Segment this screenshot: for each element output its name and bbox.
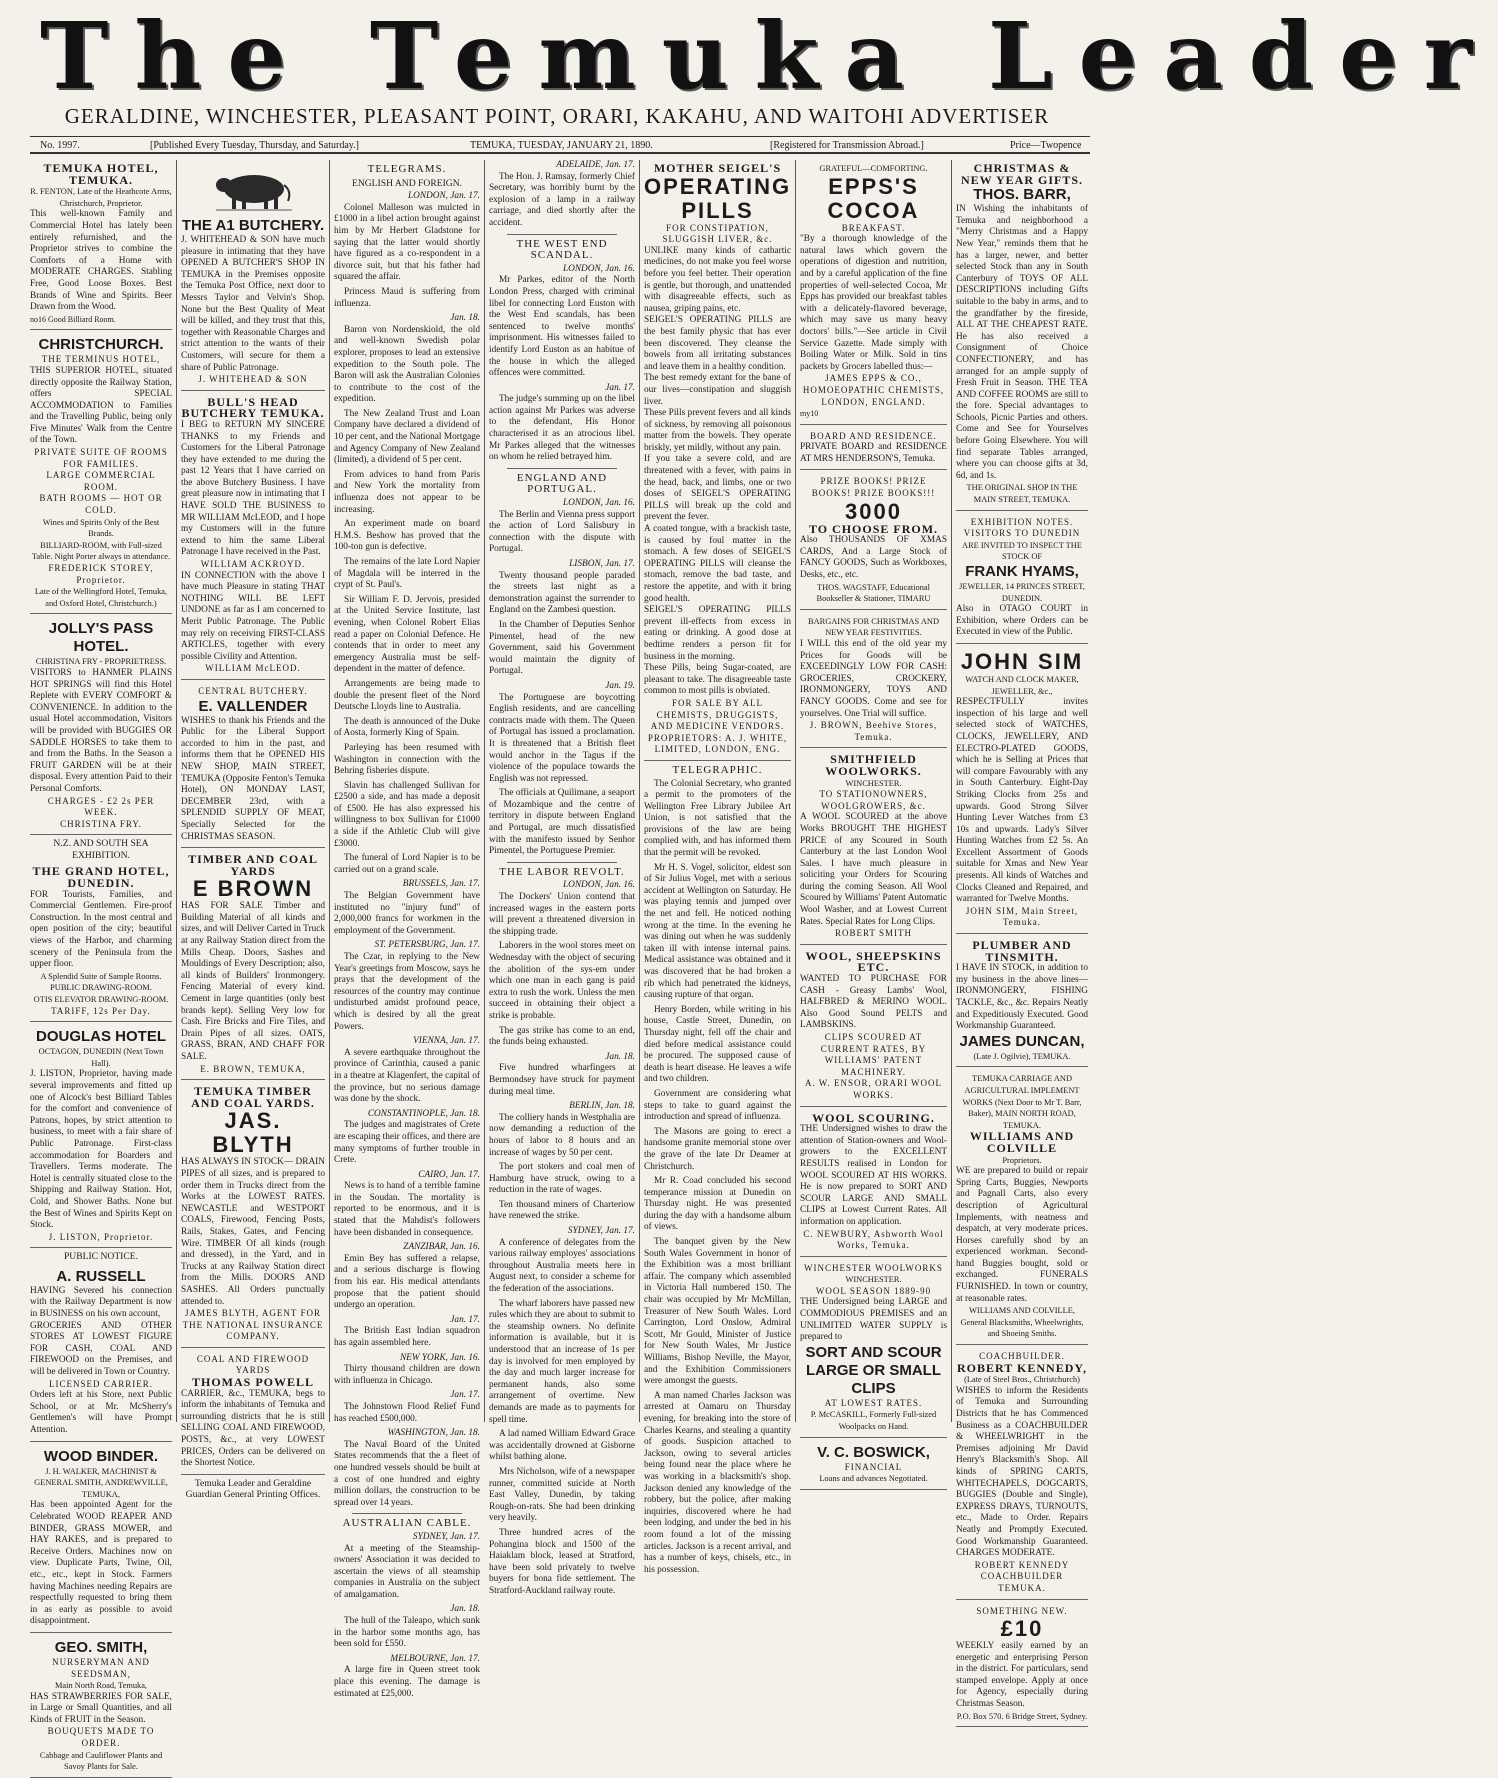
ad-body: Loans and advances Negotiated. <box>819 1474 928 1484</box>
article-paragraph: The gas strike has come to an end, the funds being exhausted. <box>489 1025 635 1048</box>
article-paragraph: Baron von Nordenskiold, the old and well-known Swedish polar explorer, proposes to lead an extensive expedition to the South pole. The Baron will ask the Australian Colonies to contribute to the cost of the expedition. <box>334 324 480 405</box>
ad-heading: THE A1 BUTCHERY. <box>181 217 325 234</box>
article-paragraph: From advices to hand from Paris and New York the mortality from influenza does not appear to be increasing. <box>334 469 480 515</box>
article-paragraph: Mrs Nicholson, wife of a newspaper runner, committed suicide at North East Valley, Dunedin, by taking Rough-on-rats. She had been drinking very heavily. <box>489 1466 635 1524</box>
article-paragraph: The Johnstown Flood Relief Fund has reached £500,000. <box>334 1401 480 1424</box>
ad-kicker: GRATEFUL—COMFORTING. <box>819 164 928 173</box>
ad-signature: CHRISTINA FRY. <box>60 818 142 829</box>
ad-kicker: EXHIBITION NOTES. <box>970 516 1074 527</box>
article-paragraph: Henry Borden, while writing in his house, Castle Street, Dunedin, on Thursday night, fell off the chair and died before medical assistance could be procured. The supposed cause of death is heart disease. He leaves a wife and two children. <box>644 1004 791 1085</box>
article-paragraph: Arrangements are being made to double the present fleet of the Nord Deutsche Lloyds line to Australia. <box>334 678 480 713</box>
ad-season: WOOL SEASON 1889-90 <box>815 1285 932 1296</box>
ad-signature: C. NEWBURY, Ashworth Wool Works, Temuka. <box>803 1228 944 1251</box>
ad-body: WISHES to inform the Residents of Temuka and Surrounding Districts that he has Commenced Business as a COACHBUILDER & WHEELWRIGHT in the Premises adjoining Mr David Henry's Blacksmith's Shop. All kinds of SPRING CARTS, WHITECHAPELS, DOGCARTS, BUGGIES (Double and Single), EXPRESS DRAYS, TURNOUTS, etc., Made to Order. Repairs Neatly and Promptly Executed. Good Workmanship Guaranteed. CHARGES MODERATE. <box>956 1385 1088 1559</box>
ad-heading: A. RUSSELL <box>56 1267 146 1285</box>
article-paragraph: Ten thousand miners of Charteriow have renewed the strike. <box>489 1199 635 1222</box>
ad-trade: WATCH AND CLOCK MAKER, JEWELLER, &c., <box>965 674 1079 696</box>
masthead-subtitle: GERALDINE, WINCHESTER, PLEASANT POINT, ORARI, KAKAHU, AND WAITOHI ADVERTISER <box>64 104 1050 128</box>
ad-body: These Pills, being Sugar-coated, are pleasant to take. The disagreeable taste common to most pills is obviated. <box>644 663 791 697</box>
article-paragraph: The judges and magistrates of Crete are escaping their offices, and there are many symptoms of further trouble in Crete. <box>334 1120 480 1166</box>
price: Price—Twopence <box>1010 140 1082 151</box>
article-paragraph: The hull of the Taleapo, which sunk in the harbor some months ago, has been sold for £550. <box>334 1616 480 1650</box>
ad-audience: TO STATIONOWNERS, WOOLGROWERS, &c. <box>819 789 928 811</box>
duncan-plumber-ad <box>956 937 1088 1067</box>
dateline: SYDNEY, Jan. 17. <box>412 1531 480 1542</box>
dateline: SYDNEY, Jan. 17. <box>567 1226 635 1237</box>
article-paragraph: Parleying has been resumed with Washington in connection with the Behring fisheries dispute. <box>334 742 480 777</box>
ad-body: A coated tongue, with a brackish taste, is caused by foul matter in the stomach. A few doses of SEIGEL'S OPERATING PILLS will cleanse the stomach, remove the bad taste, and restore the appetite, and with it bring good health. <box>644 524 791 604</box>
douglas-hotel-ad <box>30 1025 172 1248</box>
article-paragraph: The colliery hands in Westphalia are now demanding a reduction of the hours of labor to 8 hours and an increase of wages by 50 per cent. <box>489 1112 635 1158</box>
ad-signature: JOHN SIM, Main Street, Temuka. <box>965 905 1079 928</box>
wool-sheepskins-ad <box>800 948 947 1107</box>
williams-colville-ad <box>956 1070 1088 1345</box>
bulls-head-butchery-ad <box>181 394 325 680</box>
ad-body: RESPECTFULLY invites inspection of his large and well selected stock of WATCHES, CLOCKS, JEWELLERY, AND ELECTRO-PLATED GOODS, which he is Selling at Prices that will compare Favourably with any in South Canterbury. Eight-Day Striking Clocks from 25s and upwards. Good Strong Silver Hunting Lever Watches from £3 10s and upwards. Lady's Silver Hunting Watches from £2 5s. An Excellent Assortment of Goods suitable for Xmas and New Year presents. All kinds of Watches and Clocks Cleaned and Repaired, and warranted for Twelve Months. <box>956 697 1088 905</box>
dateline: Jan. 19. <box>605 680 635 691</box>
ad-heading: BOARD AND RESIDENCE. <box>810 430 937 441</box>
ad-proprietor: CHRISTINA FRY - PROPRIETRESS. <box>35 657 167 667</box>
ad-subheading: OCTAGON, DUNEDIN (Next Town Hall). <box>38 1047 164 1068</box>
ad-line: Wines and Spirits Only of the Best Brands. <box>42 517 160 539</box>
ad-body: HAS STRAWBERRIES FOR SALE, in Large or Small Quantities, and all Kinds of FRUIT in the Season. <box>30 1691 172 1725</box>
terminus-hotel-ad <box>30 333 172 614</box>
article-paragraph: The banquet given by the New South Wales Government in honor of the Exhibition was a most brilliant affair. The company which assembled in Victoria Hall numbered 150. The chair was occupied by Mr McMillan, Treasurer of New South Wales. Lord Carrington, Lord Onslow, Admiral Scott, Mr Gould, Minister of Justice for New South Wales, Mr Justice Williams, Bishop Neville, the Mayor, and the Exhibition Commissioners were amongst the guests. <box>644 1237 791 1387</box>
article-paragraph: The New Zealand Trust and Loan Company have declared a dividend of 10 per cent, and the National Mortgage and Agency Company of New Zealand (limited), a dividend of 5 per cent. <box>334 408 480 466</box>
ad-address: P.O. Box 570. 6 Bridge Street, Sydney. <box>956 1711 1088 1721</box>
ad-number: 3000 <box>845 498 902 524</box>
column-5 <box>640 160 795 1575</box>
dateline <box>30 136 1090 154</box>
column-1 <box>26 160 176 1772</box>
exhibition-label: N.Z. AND SOUTH SEA EXHIBITION. <box>53 838 149 861</box>
dateline: ADELAIDE, Jan. 17. <box>556 160 635 170</box>
ad-signature: WILLIAM McLEOD. <box>205 663 301 674</box>
ad-name: E BROWN <box>192 876 314 902</box>
ad-body: PRIVATE BOARD and RESIDENCE AT MRS HENDERSON'S, Temuka. <box>800 442 947 464</box>
ad-proprietors: PROPRIETORS: A. J. WHITE, LIMITED, LONDON, ENG. <box>647 732 788 755</box>
ad-signature: JAMES EPPS & CO., HOMOEOPATHIC CHEMISTS, LONDON, ENGLAND. <box>802 373 945 407</box>
article-paragraph: The death is announced of the Duke of Aosta, formerly King of Spain. <box>334 716 480 739</box>
ad-signature: E. BROWN, TEMUKA, <box>200 1063 306 1074</box>
wool-scouring-ad <box>800 1110 947 1257</box>
ad-signature: J. LISTON, Proprietor. <box>48 1231 154 1242</box>
publication-schedule: [Published Every Tuesday, Thursday, and Saturday.] <box>150 140 359 151</box>
ad-name: THOMAS POWELL <box>191 1375 314 1390</box>
ad-signature: A. W. ENSOR, ORARI WOOL WORKS. <box>804 1078 943 1100</box>
smith-nursery-ad <box>30 1636 172 1778</box>
blyth-timber-ad <box>181 1083 325 1348</box>
ad-address: Main North Road, Temuka, <box>54 1681 148 1691</box>
sim-watchmaker-ad <box>956 647 1088 934</box>
hyams-jeweller-ad <box>956 514 1088 644</box>
dateline: Jan. 18. <box>605 1051 635 1062</box>
section-subheading: ENGLISH AND FOREIGN. <box>351 177 463 189</box>
ad-heading: CHRISTCHURCH. <box>38 336 164 354</box>
dateline: ST. PETERSBURG, Jan. 17. <box>374 940 480 951</box>
ad-line: LARGE COMMERCIAL ROOM. <box>46 470 156 492</box>
ad-body: J. WHITEHEAD & SON have much pleasure in intimating that they have OPENED A BUTCHER'S SHOP IN TEMUKA in the Premises opposite the Temuka Post Office, next door to Messrs Taylor and Velvin's Shop. None but the Best Quality of Meat will be killed, and they trust that this, together with Reasonable Charges and strict attention to the wants of their Customers, will secure for them a share of Public Patronage. <box>181 235 325 373</box>
article-paragraph: Mr Parkes, editor of the North London Press, charged with criminal libel for connecting Lord Euston with the West End scandals, has been sentenced to twelve months' imprisonment. His witnesses failed to identify Lord Euston as an habitue of the house in which the alleged offences were committed. <box>489 275 635 379</box>
ad-signature: J. WHITEHEAD & SON <box>198 374 308 385</box>
ad-subheading: WINCHESTER. <box>845 778 902 788</box>
ad-heading: CENTRAL BUTCHERY. <box>198 685 308 696</box>
article-paragraph: The wharf laborers have passed new rules which they are about to submit to the steamship owners. No definite information is available, but it is understood that an increase of 1s per day is involved for men employed by the day and much larger increase for permanent hands, also some arrangement of overtime. New demands are made as to payments for spell time. <box>489 1298 635 1425</box>
ad-heading: WOOD BINDER. <box>43 1447 159 1465</box>
prize-books-ad <box>800 473 947 609</box>
issue-number: No. 1997. <box>40 140 80 151</box>
ad-body: THE Undersigned being LARGE and COMMODIOUS PREMISES and an UNLIMITED WATER SUPPLY is prepared to <box>800 1297 947 1343</box>
ad-subheading: THE TERMINUS HOTEL, <box>41 354 161 365</box>
ad-body: IN Wishing the inhabitants of Temuka and neighborhood a "Merry Christmas and a Happy New Year," reminds them that he has a larger, newer, and better selected Stock than any in South Canterbury of TOYS OF ALL DESCRIPTIONS including Gifts suitable to the baby in arms, and to the grandfather by the fireside, ALL AT THE CHEAPEST RATE. He has also received a Consignment of Choice CONFECTIONERY, and has arranged for an ample supply of Fresh Fruit in Season. THE TEA AND COFFEE ROOMS are still to the fore. Special advantages to Schools, Picnic Parties and others. Come and See for Yourselves before Going Elsewhere. You will find separate Tables arranged, where you can choose gifts at 3d, 6d, and 1s. <box>956 204 1088 481</box>
article-paragraph: Colonel Malleson was mulcted in £1000 in a libel action brought against him by Mr Herbert Gladstone for saying that the latter would shortly have figured as a co-respondent in a divorce suit, but that his father had squared the affair. <box>334 202 480 283</box>
article-paragraph: Government are considering what steps to take to guard against the introduction and spread of influenza. <box>644 1088 791 1123</box>
ad-body: THIS SUPERIOR HOTEL, situated directly opposite the Railway Station, offers SPECIAL ACCOMMODATION to Families and the Travelling Public, being only Five Minutes' Walk from the Centre of the Town. <box>30 365 172 446</box>
article-paragraph: Mr R. Coad concluded his second temperance mission at Dunedin on Thursday night. He was presented during the day with a handsome album of views. <box>644 1176 791 1233</box>
article-paragraph: The funeral of Lord Napier is to be carried out on a grand scale. <box>334 853 480 875</box>
ad-note: (Late J. Ogilvie), TEMUKA. <box>973 1051 1071 1061</box>
article-paragraph: News is to hand of a terrible famine in the Soudan. The mortality is reported to be enormous, and it is stated that the Mahdist's followers have been disbanded in consequence. <box>334 1181 480 1238</box>
winchester-woolworks-ad <box>800 1260 947 1438</box>
section-heading: ENGLAND AND PORTUGAL. <box>516 471 608 496</box>
ad-name: J. H. WALKER, MACHINIST & GENERAL SMITH, ANDREWVILLE, TEMUKA, <box>34 1466 168 1499</box>
ad-body: THE Undersigned wishes to draw the attention of Station-owners and Wool-growers to the EXCELLENT RESULTS realised in London for WOOL SCOURED AT HIS WORKS. He is now prepared to SORT AND SCOUR LARGE AND SMALL CLIPS at Lowest Current Rates. All information on application. <box>800 1124 947 1227</box>
jollys-pass-hotel-ad <box>30 617 172 835</box>
section-heading: THE WEST END SCANDAL. <box>516 237 608 262</box>
ad-line: BATH ROOMS — HOT OR COLD. <box>39 493 163 516</box>
ad-body: FOR Tourists, Families, and Commercial Gentlemen. Fire-proof Construction. In the most central and open position of the city; beautiful views of the Harbor, and charming scenery of the Peninsula from the upper floor. <box>30 889 172 970</box>
dateline: Jan. 17. <box>450 1390 480 1401</box>
column-7 <box>952 160 1092 1721</box>
article-paragraph: An experiment made on board H.M.S. Beshow has proved that the 100-ton gun is defective. <box>334 519 480 553</box>
column-6 <box>796 160 951 1484</box>
article-paragraph: In the Chamber of Deputies Senhor Pimentel, head of the new Government, said his Government would maintain the dignity of Portugal. <box>489 619 635 677</box>
ad-body: Also in OTAGO COURT in Exhibition, where Orders can be Executed in view of the Public. <box>956 604 1088 638</box>
ad-line: BILLIARD-ROOM, with Full-sized Table. Night Porter always in attendance. <box>31 540 171 562</box>
ad-subheading: WINCHESTER. <box>845 1275 902 1285</box>
issue-date: TEMUKA, TUESDAY, JANUARY 21, 1890. <box>470 140 653 151</box>
article-paragraph: Sir William F. D. Jervois, presided at the United Service Institute, last evening, when Colonel Robert Elias read a paper on Colonial Defence. He contends that in order to meet any emergency Australia must be self-dependent in the matter of defence. <box>334 594 480 675</box>
ad-name: WILLIAMS AND COLVILLE <box>969 1129 1075 1155</box>
article-paragraph: A conference of delegates from the various railway employes' associations throughout Australia meets here in August next, to consider a scheme for the federation of the associations. <box>489 1237 635 1295</box>
ad-body: Also THOUSANDS OF XMAS CARDS, And a Large Stock of FANCY GOODS, Such as Workboxes, Desks, etc., etc. <box>800 535 947 581</box>
ad-heading: JOLLY'S PASS HOTEL. <box>48 620 154 656</box>
article-paragraph: Laborers in the wool stores meet on Wednesday with the object of securing the abolition of the sys-em under which one man in each gang is paid extra to rush the work. Unless the men succeed in obtaining their object a strike is probable. <box>489 941 635 1021</box>
ad-signature: THE ORIGINAL SHOP IN THE MAIN STREET, TEMUKA. <box>966 483 1078 505</box>
article-paragraph: The remains of the late Lord Napier of Magdala will be interred in the crypt of St. Paul's. <box>334 557 480 591</box>
article-paragraph: A lad named William Edward Grace was accidentally drowned at Gisborne whilst bathing alone. <box>489 1429 635 1463</box>
boswick-ad <box>800 1441 947 1490</box>
ad-subheading: VISITORS TO DUNEDIN <box>963 528 1081 539</box>
article-paragraph: The port stokers and coal men of Hamburg have struck, owing to a reduction in the rate of wages. <box>489 1162 635 1196</box>
ad-body: VISITORS to HANMER PLAINS HOT SPRINGS will find this Hotel Replete with EVERY COMFORT & CONVENIENCE. In addition to the usual Hotel accommodation, Visitors will be provided with BUGGIES OR SADDLE HORSES to take them to and from the Baths. In the Season a FRUIT GARDEN will be at their disposal. Every attention Paid to their Personal Comforts. <box>30 667 172 794</box>
ad-line: Orders left at his Store, next Public School, or at Mr. McSherry's Gentlemen's will have Prompt Attention. <box>30 1390 172 1435</box>
ad-body: WISHES to thank his Friends and the Public for the Liberal Support accorded to him in the past, and informs them that he OPENED HIS NEW SHOP, MAIN STREET, TEMUKA (Opposite Fenton's Temuka Hotel), ON MONDAY LAST, DECEMBER 23rd, with a SPLENDID SUPPLY OF MEAT, Specially Selected for the CHRISTMAS SEASON. <box>181 715 325 842</box>
ad-signature: ROBERT SMITH <box>834 928 913 939</box>
ad-amount: £10 <box>1000 1616 1044 1642</box>
dateline: VIENNA, Jan. 17. <box>413 1036 480 1047</box>
ad-heading: PRIZE BOOKS! PRIZE BOOKS! PRIZE BOOKS!!! <box>811 476 936 499</box>
ad-signature: J. BROWN, Beehive Stores, Temuka. <box>809 720 938 742</box>
ad-subheading: FINANCIAL <box>844 1461 903 1472</box>
divider <box>507 234 617 235</box>
article-paragraph: Five hundred wharfingers at Bermondsey have struck for payment during meal time. <box>489 1063 635 1097</box>
dateline: BERLIN, Jan. 18. <box>569 1101 635 1112</box>
ad-product: OPERATING PILLS <box>644 173 792 223</box>
ad-signature: WILLIAMS AND COLVILLE, General Blacksmiths, Wheelwrights, and Shoeing Smiths. <box>960 1306 1084 1339</box>
ad-heading: COAL AND FIREWOOD YARDS <box>196 1353 310 1376</box>
ad-note: (Late of Steel Bros., Christchurch) <box>964 1375 1080 1385</box>
article-paragraph: Thirty thousand children are down with influenza in Chicago. <box>334 1364 480 1386</box>
public-notice-label: PUBLIC NOTICE. <box>63 1251 139 1263</box>
ad-body: Has been appointed Agent for the Celebrated WOOD REAPER AND BINDER, GRASS MOWER, and HAY RAKES, and is prepared to Receive Orders. Machines now on view. Duplicate Parts, Twine, Oil, etc., etc., kept in Stock. Farmers having Machines needing Repairs are respectfully requested to bring them in as early as possible to avoid disappointment. <box>30 1500 172 1627</box>
ad-name: JAMES DUNCAN, <box>959 1032 1085 1050</box>
board-residence-ad <box>800 428 947 471</box>
powell-coal-ad <box>181 1351 325 1475</box>
dateline: Jan. 17. <box>605 382 635 393</box>
ad-heading: SOMETHING NEW. <box>976 1605 1068 1616</box>
ad-body: "By a thorough knowledge of the natural laws which govern the operations of digestion and nutrition, and by a careful application of the fine properties of well-selected Cocoa, Mr Epps has provided our breakfast tables with a delicately-flavored beverage, which may save us many heavy doctors' bills."—See article in Civil Service Gazette. Made simply with Boiling Water or Milk. Sold in tins packets by Grocers labelled thus:— <box>800 234 947 372</box>
ad-body: SEIGEL'S OPERATING PILLS prevent ill-effects from excess in eating or drinking. A good dose at bedtime renders a person fit for business in the morning. <box>644 605 791 662</box>
dateline: LONDON, Jan. 16. <box>562 880 635 891</box>
ad-body: WE are prepared to build or repair Spring Carts, Buggies, Newports and Pagnall Carts, also every description of Agricultural Implements, with neatness and despatch, at very moderate prices. Horses carefully shod by an experienced workman. Second-hand Buggies bought, sold or exchanged. FUNERALS FURNISHED. In town or country, at reasonable rates. <box>956 1166 1088 1304</box>
ad-subheading: NURSERYMAN AND SEEDSMAN, <box>52 1656 150 1679</box>
ad-body: HAVING Severed his connection with the Railway Department is now in BUSINESS on his own account, <box>30 1285 172 1320</box>
section-heading: TELEGRAPHIC. <box>672 763 763 776</box>
ad-signature: FREDERICK STOREY, Proprietor. <box>48 563 154 585</box>
ad-subheading: CLIPS SCOURED AT CURRENT RATES, BY WILLIAMS' PATENT MACHINERY. <box>820 1032 927 1077</box>
ad-body: J. LISTON, Proprietor, having made several improvements and fitted up one of Alcock's best Billiard Tables for the comfort and convenience of Patrons, hopes, by strict attention to business, to meet with a fair share of Public Patronage. First-class accommodation for Boarders and Travellers. Terms moderate. The Hotel is centrally situated close to the Shipping and Railway Station. Hot, Cold, and Shower Baths. None but the Best of Wines and Spirits Kept on Stock. <box>30 1069 172 1231</box>
ad-body: CARRIER, &c., TEMUKA, begs to inform the inhabitants of Temuka and surrounding districts that he is still SELLING COAL AND FIREWOOD, POSTS, &c., at very LOWEST PRICES, Orders can be delivered on the Shortest Notice. <box>181 1388 325 1469</box>
ad-line: PUBLIC DRAWING-ROOM. <box>50 983 152 993</box>
dateline: LONDON, Jan. 16. <box>562 263 635 274</box>
ad-body: If you take a severe cold, and are threatened with a fever, with pains in the head, back, and limbs, one or two doses of SEIGEL'S OPERATING PILLS will break up the cold and prevent the fever. <box>644 454 791 523</box>
ad-name: THOS. BARR, <box>973 186 1071 204</box>
article-paragraph: A severe earthquake throughout the province of Carinthia, caused a panic in a theatre at Klagenfert, the capital of the province, but no serious damage was done by the shock. <box>334 1047 480 1105</box>
grand-hotel-ad <box>30 863 172 1022</box>
dateline: ZANZIBAR, Jan. 16. <box>403 1242 480 1253</box>
ad-trade: JEWELLER, 14 PRINCES STREET, DUNEDIN. <box>959 582 1085 603</box>
article-paragraph: The officials at Quilimane, a seaport of Mozambique and the centre of territory in dispute between England and Portugal, are much dissatisfied with the manifesto issued by Senhor Pimentel, the Portuguese Premier. <box>489 788 635 857</box>
ad-charges: CHARGES - £2 2s PER WEEK. <box>47 795 155 818</box>
ad-heading: BARGAINS FOR CHRISTMAS AND NEW YEAR FESTIVITIES. <box>807 616 939 638</box>
seigels-pills-ad <box>644 160 791 761</box>
article-paragraph: A man named Charles Jackson was arrested at Oamaru on Thursday evening, for breaking into the store of Charles Kearns, and stealing a quantity of goods. Suspicion attached to Jackson, owing to several articles being found near the place where he was working in a blacksmith's shop. Jackson denied any knowledge of the robbery, but the police, after making inquiries, discovered where he had been lodging, and under the bed in his room found a lot of the missing articles. Jackson is a recent arrival, and has a number of keys, chisels, etc., in his possession. <box>644 1390 791 1575</box>
article-paragraph: The judge's summing up on the libel action against Mr Parkes was adverse to the defendant, His Honor characterised it as an atrocious libel. Mr Parkes alleged that the witnesses on whom he relied betrayed him. <box>489 394 635 463</box>
printing-offices: Temuka Leader and Geraldine Guardian General Printing Offices. <box>185 1477 321 1501</box>
dateline: WASHINGTON, Jan. 18. <box>387 1428 480 1439</box>
article-paragraph: Slavin has challenged Sullivan for £2500 a side, and has made a deposit of £500. He has also expressed his willingness to box Sullivan for £1000 a side if the Athletic Club will give £3000. <box>334 780 480 849</box>
ad-heading: DOUGLAS HOTEL <box>36 1028 166 1046</box>
column-4 <box>485 160 639 1596</box>
ad-heading: EPPS'S COCOA <box>827 173 920 223</box>
article-paragraph: Emin Bey has suffered a relapse, and a serious discharge is flowing from his ear. His medical attendants propose that the patient should undergo an operation. <box>334 1253 480 1311</box>
ad-heading: WINCHESTER WOOLWORKS <box>804 1262 943 1273</box>
dateline: Jan. 18. <box>450 313 480 324</box>
telegrams-heading: TELEGRAMS. <box>367 163 447 175</box>
ad-kicker: TEMUKA CARRIAGE AND AGRICULTURAL IMPLEMENT WORKS (Next Door to Mr T. Barr, Baker), MAIN NORTH ROAD, TEMUKA. <box>962 1074 1082 1130</box>
something-new-ad <box>956 1603 1088 1728</box>
article-paragraph: The Czar, in replying to the New Year's greetings from Moscow, says he prays that the development of the resources of the country may continue undisturbed amidst profound peace, which is desired by all the great Powers. <box>334 952 480 1032</box>
barr-christmas-ad <box>956 160 1088 511</box>
ad-subheading: FOR CONSTIPATION, SLUGGISH LIVER, &c. <box>662 222 773 245</box>
section-heading: THE LABOR REVOLT. <box>499 865 625 878</box>
article-paragraph: The Portuguese are boycotting English residents, and are cancelling contracts made with them. The Queen of Portugal has issued a proclamation. It is threatened that a British fleet would anchor in the Tagus if the violence of the populace towards the English was not repressed. <box>489 692 635 784</box>
ad-heading: CHRISTMAS & NEW YEAR GIFTS. <box>960 161 1084 187</box>
russell-ad <box>30 1265 172 1442</box>
ad-heading: WOOL SCOURING. <box>812 1110 935 1125</box>
ad-line: LICENSED CARRIER. <box>48 1378 153 1389</box>
ad-name: JOHN SIM <box>960 648 1084 674</box>
ad-body: HAS FOR SALE Timber and Building Material of all kinds and sizes, and will Deliver Carted in Truck at any Railway Station direct from the Mills Cheap. Doors, Sashes and Mouldings of Every Description; also, all kinds of Builders' Ironmongery. Fencing Material of every kind. Cement in large quantities (only best brands kept). Selling Very low for Cash. Fire Bricks and Fire Tiles, and Drain Pipes of all sizes. OATS, GRASS, BRAN, AND CHAFF FOR SALE. <box>181 901 325 1062</box>
article-paragraph: The Colonial Secretary, who granted a permit to the promoters of the Wellington Free Library Jubilee Art Union, is not satisfied that the provisions of the law are being complied with, and has informed them that the permit will be revoked. <box>644 778 791 859</box>
ad-subheading: TO CHOOSE FROM. <box>808 521 939 536</box>
brown-timber-ad <box>181 851 325 1080</box>
ad-heading: BULL'S HEAD BUTCHERY TEMUKA. <box>181 394 325 421</box>
ad-body: ARE INVITED TO INSPECT THE STOCK OF <box>962 540 1082 562</box>
ad-heading: MOTHER SEIGEL'S <box>653 161 782 175</box>
ad-line: OTIS ELEVATOR DRAWING-ROOM. <box>33 995 169 1004</box>
ad-heading: WOOL, SHEEPSKINS ETC. <box>805 948 942 975</box>
ad-body: UNLIKE many kinds of cathartic medicines, do not make you feel worse before you feel better. Their operation is gentle, but thorough, and unattended with disagreeable effects, such as nausea, griping pains, etc. <box>644 245 791 314</box>
ad-name: FRANK HYAMS, <box>965 563 1079 580</box>
ad-heading: V. C. BOSWICK, <box>817 1443 930 1461</box>
dateline: BRUSSELS, Jan. 17. <box>402 879 480 890</box>
bargains-ad <box>800 613 947 749</box>
ad-heading: TIMBER AND COAL YARDS <box>188 852 318 878</box>
dateline: Jan. 17. <box>450 1314 480 1325</box>
dateline: NEW YORK, Jan. 16. <box>399 1352 480 1363</box>
epps-cocoa-ad <box>800 160 947 425</box>
a1-butchery-ad <box>181 160 325 391</box>
ad-heading: THE GRAND HOTEL, DUNEDIN. <box>32 864 170 891</box>
ad-line: A Splendid Suite of Sample Rooms. <box>40 971 162 981</box>
ad-signature: P. McCASKILL, Formerly Full-sized Woolpacks on Hand. <box>810 1410 937 1432</box>
article-paragraph: Princess Maud is suffering from influenza. <box>334 286 480 309</box>
registration-note: [Registered for Transmission Abroad.] <box>770 140 924 151</box>
ad-sale-note: FOR SALE BY ALL CHEMISTS, DRUGGISTS, AND MEDICINE VENDORS. <box>650 697 785 732</box>
ad-body: These Pills prevent fevers and all kinds of sickness, by removing all poisonous matter from the bowels. They operate briskly, yet mildly, without any pain. <box>644 408 791 453</box>
ad-ref: my10 <box>800 409 819 419</box>
divider <box>352 1513 462 1514</box>
central-butchery-ad <box>181 683 325 848</box>
article-paragraph: Mr H. S. Vogel, solicitor, eldest son of Sir Julius Vogel, met with a serious accident at Wellington on Saturday. He was playing tennis and jumped over the net and fell. He noticed nothing wrong at the time. In the evening he was dining out when he was suddenly taken ill with intense internal pains. Medical assistance was obtained and it was discovered that he had broken a rib which had penetrated the kidneys, causing rupture of that organ. <box>644 862 791 1001</box>
divider <box>507 468 617 469</box>
ad-heading: PLUMBER AND TINSMITH. <box>972 938 1072 964</box>
ad-body: A WOOL SCOURED at the above Works BROUGHT THE HIGHEST PRICE of any Scoured in South Canterbury at the last London Wool Sales. I have much pleasure in soliciting your Orders for Scouring during the coming Season. All Wool Scoured by Williams' Patent Automatic Wool Washer, and at Lowest Current Rates. Special Rates for Long Clips. <box>800 812 947 927</box>
divider <box>507 862 617 863</box>
article-paragraph: The British East Indian squadron has again assembled here. <box>334 1326 480 1348</box>
column-2 <box>177 160 329 1501</box>
ad-heading: TEMUKA TIMBER AND COAL YARDS. <box>191 1084 315 1110</box>
ad-body: I WILL this end of the old year my Prices for Goods will be EXCEEDINGLY LOW FOR CASH: GROCERIES, CROCKERY, IRONMONGERY, TOYS AND FANCY GOODS. Come and see for yourselves. One Trial will suffice. <box>800 639 947 719</box>
section-heading: AUSTRALIAN CABLE. <box>342 1517 472 1530</box>
article-paragraph: The Masons are going to erect a handsome granite memorial stone over the grave of the late Dr Deamer at Christchurch. <box>644 1126 791 1172</box>
ad-tariff: TARIFF, 12s Per Day. <box>51 1005 151 1016</box>
ad-body: I HAVE IN STOCK, in addition to my business in the above lines— IRONMONGERY, FISHING TACKLE, &c., &c. Repairs Neatly and Expeditiously Executed. Good Workmanship Guaranteed. <box>956 963 1088 1032</box>
article-paragraph: Twenty thousand people paraded the streets last night as a demonstration against the surrender to England on the Zambesi question. <box>489 570 635 616</box>
ad-body: WANTED TO PURCHASE FOR CASH - Greasy Lambs' Wool, HALFBRED & MERINO WOOL. Also Good Sound PELTS and LAMBSKINS. <box>800 974 947 1031</box>
ad-ref: no16 Good Billiard Room. <box>30 314 116 324</box>
article-paragraph: A large fire in Queen street took place this evening. The damage is estimated at £25,000. <box>334 1665 480 1699</box>
ad-body: The best remedy extant for the bane of our lives—constipation and sluggish liver. <box>644 373 791 407</box>
ad-body: HAS ALWAYS IN STOCK— DRAIN PIPES of all sizes, and is prepared to order them in Trucks direct from the Works at the LOWEST RATES. NEWCASTLE and WESTPORT COALS, Firewood, Fencing Posts, Rails, Stakes, Gates, and Fencing Wire. TIMBER Of all kinds (rough and dressed), in the Yard, and in Trucks at any Railway Station direct from the Mills. DOORS AND SASHES. All Orders punctually attended to. <box>181 1157 325 1307</box>
dateline: LONDON, Jan. 16. <box>562 498 635 509</box>
ad-rates: AT LOWEST RATES. <box>824 1397 923 1408</box>
ad-signature: THOS. WAGSTAFF, Educational Bookseller & Stationer, TIMARU <box>816 582 931 604</box>
ad-subheading: Proprietors. <box>1002 1155 1042 1165</box>
ad-line: BOUQUETS MADE TO ORDER. <box>47 1726 155 1749</box>
ad-name: JAS. BLYTH <box>212 1108 294 1158</box>
ad-name: ROBERT KENNEDY, <box>957 1360 1087 1375</box>
article-paragraph: The Naval Board of the United States recommends that the a fleet of one hundred vessels should be built at a cost of one hundred and eighty million dollars, the construction to be spread over 14 years. <box>334 1439 480 1508</box>
kennedy-coachbuilder-ad <box>956 1348 1088 1599</box>
ad-line: PRIVATE SUITE OF ROOMS FOR FAMILIES. <box>34 447 168 469</box>
article-paragraph: The Hon. J. Ramsay, formerly Chief Secretary, was horribly burnt by the explosion of a lamp in a railway carriage, and died shortly after the accident. <box>489 171 635 228</box>
ad-signature: WILLIAM ACKROYD. <box>200 559 306 570</box>
ad-subheading: BREAKFAST. <box>841 222 906 233</box>
dateline: Jan. 18. <box>450 1604 480 1615</box>
dateline: CAIRO, Jan. 17. <box>418 1169 480 1180</box>
smithfield-woolworks-ad <box>800 751 947 945</box>
ad-body: This well-known Family and Commercial Hotel has lately been entirely refurnished, and the Proprietor strives to combine the Comforts of a Home with MODERATE CHARGES. Stabling Free, Good Loose Boxes. Best Brands of Wine and Spirits. Beer Drawn from the Wood. <box>30 209 172 313</box>
article-paragraph: At a meeting of the Steamship-owners' Association it was decided to ascertain the views of all steamship companies in Australia on the subject of amalgamation. <box>334 1543 480 1600</box>
masthead-title: The Temuka Leader <box>40 2 1498 110</box>
wood-binder-ad <box>30 1445 172 1633</box>
ad-heading: SMITHFIELD WOOLWORKS. <box>825 752 922 778</box>
ox-illustration <box>210 167 296 213</box>
dateline: LISBON, Jan. 17. <box>569 559 635 569</box>
ad-heading: COACHBUILDER. <box>979 1351 1065 1362</box>
ad-line: GROCERIES AND OTHER STORES AT LOWEST FIGURE FOR CASH, COAL AND FIREWOOD on the Premises, and will be delivered in Town or Country. <box>30 1320 172 1378</box>
ad-body: I BEG to RETURN MY SINCERE THANKS to my Friends and Customers for the Liberal Patronage they have extended to me during the past 12 Years that I have carried on the above Butchery Business. I have great pleasure now in intimating that I HAVE SOLD THE BUSINESS to MR WILLIAM McLEOD, and I hope my Customers will in the future extend to him the same Liberal Patronage I have received in the Past. <box>181 419 325 558</box>
temuka-hotel-ad <box>30 160 172 330</box>
dateline: MELBOURNE, Jan. 17. <box>390 1653 480 1664</box>
article-paragraph: Three hundred acres of the Pohangina block and 1500 of the Haiaklam block, leased at Stratford, have been sold privately to twelve buyers for bona fide settlement. The Stratford-Auckland railway route. <box>489 1527 635 1596</box>
article-paragraph: The Belgian Government have instituted no "injury fund" of 2,000,000 francs for workmen in the employment of the Government. <box>334 891 480 936</box>
ad-name: E. VALLENDER <box>198 697 308 715</box>
ad-line: Cabbage and Cauliflower Plants and Savoy Plants for Sale. <box>39 1750 163 1772</box>
dateline: CONSTANTINOPLE, Jan. 18. <box>367 1108 480 1119</box>
column-3 <box>330 160 484 1699</box>
article-paragraph: The Berlin and Vienna press support the action of Lord Salisbury in connection with the dispute with Portugal. <box>489 509 635 555</box>
ad-signature: JAMES BLYTH, AGENT FOR THE NATIONAL INSURANCE COMPANY. <box>182 1308 324 1342</box>
ad-body: WEEKLY easily earned by an energetic and enterprising Person in the district. For particulars, send stamped envelope. Apply at once for Agency, especially during Christmas Season. <box>956 1641 1088 1710</box>
ad-signature: ROBERT KENNEDY COACHBUILDER TEMUKA. <box>974 1559 1070 1593</box>
ad-heading: GEO. SMITH, <box>54 1638 148 1656</box>
article-paragraph: The Dockers' Union contend that increased wages in the eastern ports will prevent a threatened diversion in the shipping trade. <box>489 892 635 937</box>
ad-owner: R. FENTON, Late of the Heathcote Arms, Christchurch, Proprietor. <box>30 187 172 208</box>
ad-heading: TEMUKA HOTEL, TEMUKA. <box>43 161 159 187</box>
ad-body: SEIGEL'S OPERATING PILLS are the best family physic that has ever been discovered. They cleanse the bowels from all irritating substances and leave them in a healthy condition. <box>644 315 791 372</box>
ad-body: IN CONNECTION with the above I have much Pleasure in stating THAT NOTHING WILL BE LEFT UNDONE as far as I am concerned to Merit Public Patronage. The Public may rely on receiving FIRST-CLASS ARTICLES, together with every possible Civility and Attention. <box>181 570 325 662</box>
dateline: LONDON, Jan. 17. <box>407 191 480 202</box>
ad-headline: SORT AND SCOUR LARGE OR SMALL CLIPS <box>805 1343 942 1397</box>
ad-note: Late of the Wellingford Hotel, Temuka, and Oxford Hotel, Christchurch.) <box>34 587 168 608</box>
